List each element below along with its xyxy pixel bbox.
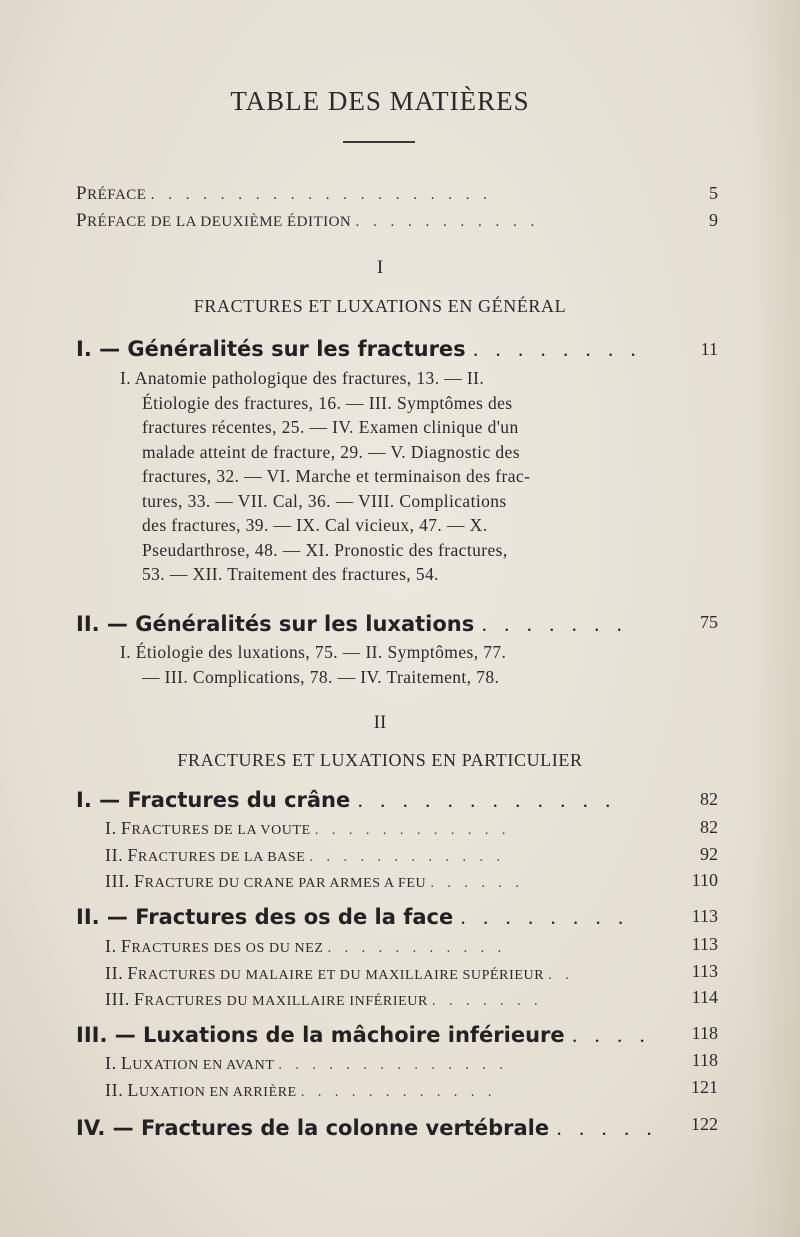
page-number: 113 <box>691 906 718 926</box>
summary-line: I. Étiologie des luxations, 75. — II. Symptômes, 77. <box>120 642 507 662</box>
subsection-label: II. <box>105 1080 124 1100</box>
page-number: 82 <box>700 789 718 809</box>
toc-entry-preface[interactable] <box>76 183 492 205</box>
section-heading[interactable] <box>76 337 642 362</box>
page-number: 113 <box>691 961 718 981</box>
page-edge-shadow <box>750 0 800 1237</box>
summary-line: malade atteint de fracture, 29. — V. Diagnostic des <box>142 441 520 462</box>
subsection-entry[interactable] <box>105 989 543 1010</box>
leader-dots: . . . . . . . . . . . . <box>357 788 617 812</box>
leader-dots: . . . . . . . . . . . . . . . . . . . . <box>150 187 492 203</box>
page-number: 75 <box>700 612 718 632</box>
subsection-label: UXATION EN ARRIÈRE <box>139 1085 297 1100</box>
subsection-label: UXATION EN AVANT <box>132 1058 275 1073</box>
summary-line: tures, 33. — VII. Cal, 36. — VIII. Complications <box>142 490 507 511</box>
section-heading-text: IV. — Fractures de la colonne vertébrale <box>76 1116 550 1140</box>
entry-label: RÉFACE DE LA DEUXIÈME ÉDITION <box>87 214 352 230</box>
page-number: 113 <box>691 934 718 954</box>
subsection-label: RACTURES DES OS DU NEZ <box>131 941 324 956</box>
section-heading-text: III. — Luxations de la mâchoire inférieure <box>76 1023 565 1047</box>
page-number: 118 <box>691 1023 718 1043</box>
page-title: TABLE DES MATIÈRES <box>230 86 530 116</box>
leader-dots: . . . . . . . . <box>460 905 630 929</box>
leader-dots: . . . . . . . <box>481 612 628 636</box>
subsection-label: III. <box>105 871 130 891</box>
section-heading[interactable] <box>76 788 616 813</box>
subsection-label: L <box>127 1080 140 1100</box>
page-number: 5 <box>709 183 718 203</box>
entry-label: RÉFACE <box>87 187 147 203</box>
leader-dots: . . . . . . . . . . . <box>355 214 540 230</box>
leader-dots: . . . . . . . <box>432 994 543 1009</box>
part-number: II <box>373 712 387 733</box>
subsection-label: F <box>127 845 139 865</box>
subsection-entry[interactable] <box>105 1080 496 1101</box>
subsection-entry[interactable] <box>105 818 510 839</box>
page-number: 9 <box>709 210 718 230</box>
section-heading-text: II. — Généralités sur les luxations <box>76 612 475 636</box>
section-heading-text: I. — Fractures du crâne <box>76 788 351 812</box>
subsection-label: I. <box>105 1053 117 1073</box>
summary-line: 53. — XII. Traitement des fractures, 54. <box>142 564 439 584</box>
part-title: FRACTURES ET LUXATIONS EN PARTICULIER <box>177 750 583 770</box>
subsection-label: II. <box>105 845 124 865</box>
subsection-label: I. <box>105 818 117 838</box>
subsection-label: RACTURES DU MAXILLAIRE INFÉRIEUR <box>144 994 428 1009</box>
section-summary <box>120 366 640 587</box>
summary-line: des fractures, 39. — IX. Cal vicieux, 47. — X. <box>142 515 488 535</box>
leader-dots: . . . . . . . . . . . <box>327 941 507 956</box>
subsection-label: RACTURE DU CRANE PAR ARMES A FEU <box>144 876 427 891</box>
leader-dots: . . . . . . <box>430 876 524 891</box>
section-heading[interactable] <box>76 612 628 637</box>
leader-dots: . . . . . . . . . . . . <box>314 823 511 838</box>
subsection-label: F <box>127 963 139 983</box>
subsection-label: RACTURES DU MALAIRE ET DU MAXILLAIRE SUPÉRIEUR <box>138 968 545 983</box>
page-number: 114 <box>691 987 718 1007</box>
subsection-entry[interactable] <box>105 1053 508 1074</box>
subsection-label: I. <box>105 936 117 956</box>
leader-dots: . . . . . . . . . . . . <box>300 1085 497 1100</box>
leader-dots: . . <box>548 968 574 983</box>
page-number: 110 <box>691 870 718 890</box>
leader-dots: . . . . . . . . . . . . . . <box>278 1058 508 1073</box>
subsection-entry[interactable] <box>105 845 505 866</box>
subsection-label: RACTURES DE LA VOUTE <box>131 823 311 838</box>
part-number: I <box>376 257 384 278</box>
summary-line: I. Anatomie pathologique des fractures, 13. — II. <box>120 368 485 388</box>
page-number: 82 <box>700 817 718 837</box>
section-heading-text: II. — Fractures des os de la face <box>76 905 454 929</box>
subsection-label: III. <box>105 989 130 1009</box>
section-heading[interactable] <box>76 1023 651 1048</box>
leader-dots: . . . . <box>571 1023 651 1047</box>
summary-line: fractures récentes, 25. — IV. Examen clinique d'un <box>142 417 519 437</box>
section-summary <box>120 640 640 689</box>
section-heading-text: I. — Généralités sur les fractures <box>76 337 466 361</box>
subsection-entry[interactable] <box>105 936 506 957</box>
section-heading[interactable] <box>76 1116 658 1141</box>
summary-line: fractures, 32. — VI. Marche et terminaison des frac- <box>142 466 531 486</box>
subsection-label: F <box>134 871 145 891</box>
leader-dots: . . . . . . . . . . . . <box>309 850 506 865</box>
subsection-label: II. <box>105 963 124 983</box>
subsection-label: RACTURES DE LA BASE <box>138 850 306 865</box>
subsection-label: F <box>120 936 132 956</box>
section-heading[interactable] <box>76 905 629 930</box>
title-rule <box>343 141 415 143</box>
summary-line: Pseudarthrose, 48. — XI. Pronostic des fractures, <box>142 539 508 560</box>
subsection-entry[interactable] <box>105 963 574 984</box>
entry-label: P <box>76 210 88 231</box>
subsection-label: L <box>120 1053 133 1073</box>
page-number: 118 <box>691 1050 718 1070</box>
toc-entry-preface-second-edition[interactable] <box>76 210 539 232</box>
entry-label: P <box>76 183 88 204</box>
leader-dots: . . . . . <box>556 1116 658 1140</box>
part-title: FRACTURES ET LUXATIONS EN GÉNÉRAL <box>193 296 567 316</box>
page-number: 121 <box>691 1077 718 1097</box>
subsection-label: F <box>134 989 145 1009</box>
leader-dots: . . . . . . . . <box>472 337 642 361</box>
page-number: 11 <box>700 339 718 359</box>
page-number: 122 <box>691 1114 718 1134</box>
summary-line: Étiologie des fractures, 16. — III. Symptômes des <box>142 392 513 413</box>
page-number: 92 <box>700 844 718 864</box>
summary-line: — III. Complications, 78. — IV. Traitement, 78. <box>142 666 500 687</box>
subsection-entry[interactable] <box>105 871 524 892</box>
subsection-label: F <box>120 818 132 838</box>
